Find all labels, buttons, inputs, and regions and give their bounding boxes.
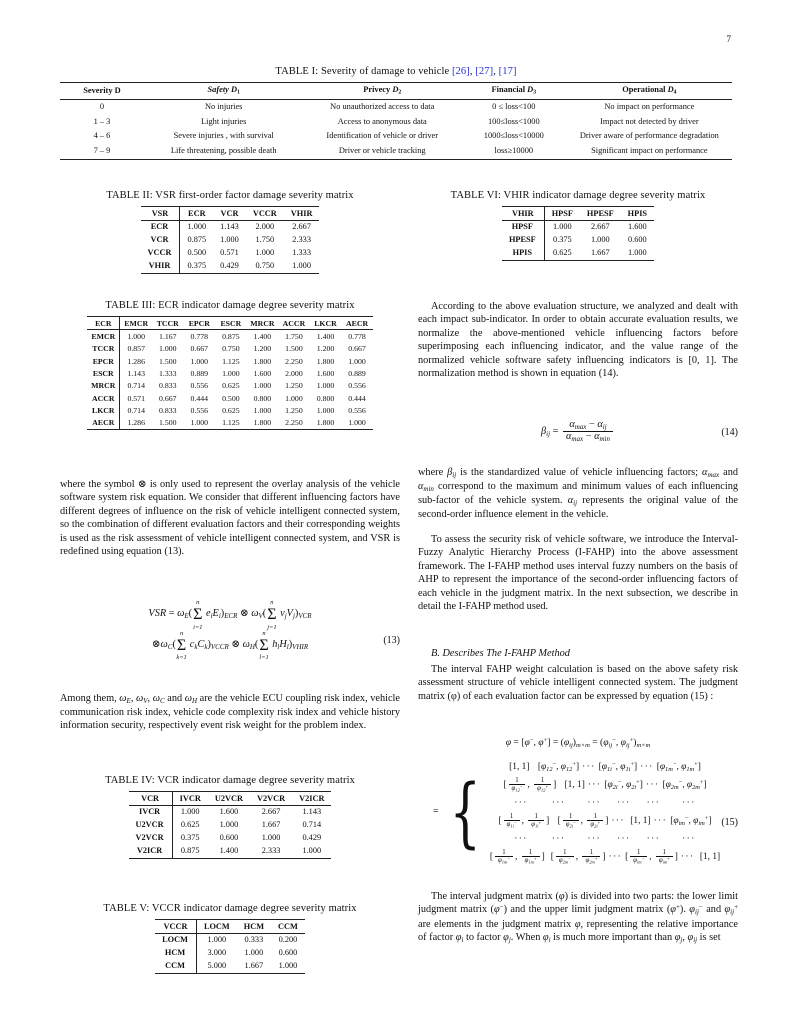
cell: 1.600 — [628, 222, 647, 232]
table-vsr-first-order-matrix — [141, 206, 320, 274]
table-1-caption: TABLE I: Severity of damage to vehicle [26], [27], [17] — [275, 66, 517, 77]
table-row — [87, 355, 373, 367]
left-para-where-block — [60, 478, 400, 558]
table-4-block — [60, 775, 400, 859]
cell: 1.000 — [244, 948, 264, 958]
table-1-col-severity: Severity D — [60, 83, 144, 100]
equation-13-line-2: $\otimes\omega_C$( n Σ k=1 $c_kC_k)_{VCCR}$ ⊗ $\omega_H$( n Σ l=1 $h_lH_l)_{VHIR}$ — [151, 629, 309, 662]
table-6-body — [502, 220, 654, 260]
cell: 1.600 — [253, 368, 272, 378]
table-2-caption: TABLE II: VSR first-order factor damage severity matrix — [106, 190, 354, 201]
paragraph-where-symbol: where the symbol ⊗ is only used to represent the overlay analysis of the vehicle software system risk equation. We consider that different influencing factors have different degrees of influence on the risk of vehicle intelligent connected system, so the combination of different evaluation factors and their corresponding weights is used as the risk assessment of vehicle intelligent connected system, and VSR is redefined using equation (13). — [60, 479, 400, 557]
cell: 1.000 — [552, 222, 572, 232]
row-label: HPSF — [502, 220, 544, 233]
equation-13-line-1: VSR = $\omega_E$( n Σ i=1 $e_iE_i)_{ECR}$ ⊗ $\omega_V$( n Σ j=1 $v_jV_j)_{VCR}$ — [148, 599, 312, 631]
row-label: LOCM — [155, 933, 196, 946]
cell: 3.000 — [207, 948, 227, 958]
row-label: CCM — [155, 960, 196, 973]
matrix-row: [ $\frac{1}{\varphi_{1m}^-}$ , $\frac{1}{\varphi_{1m}^+}$ ] [ $\frac{1}{\varphi_{2m}^-}$ , $\frac{1}{\varphi_{2m}^+}$ ] ··· [ $\frac{1}{\varphi_{im}^-}$ , $\frac{1}{\varphi_{im}^+}$ ] ··· [1, 1] — [489, 848, 721, 865]
cell: 0.875 — [187, 235, 207, 245]
cell: 0.500 — [187, 248, 207, 258]
right-para-according-block — [418, 300, 738, 380]
table-row — [502, 247, 654, 260]
cell: 0.556 — [348, 405, 366, 415]
row-label: IVCR — [129, 805, 173, 818]
table-3-col-tccr: TCCR — [152, 317, 184, 330]
right-para-where-beta-block — [418, 466, 738, 522]
citation-ref-17[interactable]: [17] — [498, 66, 517, 77]
cell: 1.000 — [271, 960, 305, 973]
cell: 0.571 — [127, 393, 145, 403]
cell: 2.333 — [292, 235, 311, 245]
equation-14 — [418, 420, 738, 444]
cell: 0.625 — [544, 247, 580, 260]
cell: 0.200 — [278, 935, 298, 945]
table-2-corner: VSR — [141, 207, 180, 221]
equation-13-number: (13) — [383, 635, 400, 646]
table-header-row — [141, 207, 320, 221]
cell: 0.778 — [348, 331, 366, 341]
cell: 1.750 — [255, 235, 275, 245]
matrix-rows — [487, 758, 723, 866]
cell: 2.250 — [285, 356, 303, 366]
paragraph-among-them: Among them, $\omega_E$, $\omega_V$, $\omega_C$ and $\omega_H$ are the vehicle ECU coupling risk index, vehicle communication risk index, vehicle code complexity risk index and vehicle history information security, respectively event risk weight for the problem index. — [60, 693, 400, 732]
cell: 1.000 — [158, 344, 177, 354]
table-row — [129, 819, 332, 832]
cell: 0.444 — [190, 393, 209, 403]
table-3-caption: TABLE III: ECR indicator damage degree severity matrix — [105, 300, 355, 311]
cell: Driver aware of performance degradation — [579, 131, 719, 141]
cell: 2.667 — [261, 807, 281, 817]
cell: 2.000 — [255, 222, 275, 232]
table-1-body — [60, 99, 732, 159]
cell: 1.000 — [127, 331, 145, 341]
table-row — [141, 260, 320, 273]
row-label: V2VCR — [129, 832, 173, 845]
table-3-block — [60, 300, 400, 430]
cell: 1.000 — [253, 381, 272, 391]
cell: 0.556 — [190, 381, 209, 391]
cell: 1.167 — [158, 331, 177, 341]
cell: 1.000 — [219, 820, 239, 830]
table-2-body — [141, 220, 320, 273]
cell: 1.000 — [207, 935, 227, 945]
cell: Significant impact on performance — [567, 144, 732, 159]
table-row — [60, 129, 732, 144]
table-3-corner: ECR — [87, 317, 120, 330]
right-para-divided-block — [418, 890, 738, 945]
cell: 1.667 — [580, 247, 621, 260]
row-label: ACCR — [87, 392, 120, 404]
row-label: LKCR — [87, 404, 120, 416]
table-1-col-financial: Financial D3 — [461, 83, 567, 100]
cell: 1.125 — [215, 417, 247, 430]
cell: 1.143 — [127, 368, 145, 378]
table-row — [141, 247, 320, 260]
table-5-body — [155, 933, 305, 973]
cell: 7 – 9 — [60, 144, 144, 159]
cell: 0.875 — [172, 845, 208, 858]
cell: 1.500 — [285, 344, 303, 354]
row-label: VCCR — [141, 247, 180, 260]
table-row — [87, 380, 373, 392]
table-3-col-lkcr: LKCR — [310, 317, 342, 330]
cell: 1.000 — [316, 381, 335, 391]
cell: 1.333 — [292, 248, 311, 258]
table-4-col-ivcr: IVCR — [172, 792, 208, 806]
cell: 1.667 — [237, 960, 271, 973]
cell: 0.800 — [253, 393, 272, 403]
cell: 0.429 — [302, 833, 322, 843]
table-row — [129, 832, 332, 845]
cell: 0 ≤ loss<100 — [492, 102, 536, 112]
table-6-col-hpis: HPIS — [621, 207, 654, 221]
cell: 1.600 — [316, 368, 335, 378]
row-label: HCM — [155, 947, 196, 960]
row-label: ECR — [141, 220, 180, 233]
cell: 1.143 — [220, 222, 239, 232]
cell: 1.000 — [285, 393, 303, 403]
cell: 0.667 — [158, 393, 177, 403]
row-label: U2VCR — [129, 819, 173, 832]
cell: 0.857 — [127, 344, 145, 354]
table-5-col-locm: LOCM — [196, 920, 236, 934]
matrix-row: [ $\frac{1}{\varphi_{1i}^-}$ , $\frac{1}{\varphi_{1i}^+}$ ] [ $\frac{1}{\varphi_{2i}^-}$ , $\frac{1}{\varphi_{2i}^+}$ ] ··· [1, 1] ··· [$\varphi_{im}^-$, $\varphi_{im}^+$] — [498, 812, 712, 829]
cell: Access to anonymous data — [337, 116, 427, 126]
cell: 1.400 — [208, 845, 250, 858]
table-4-caption: TABLE IV: VCR indicator damage degree severity matrix — [105, 775, 355, 786]
cell: 4 – 6 — [93, 131, 111, 141]
row-label: MRCR — [87, 380, 120, 392]
cell: loss≥10000 — [461, 144, 567, 159]
cell: 0.875 — [222, 331, 240, 341]
cell: 1.143 — [302, 807, 322, 817]
cell: 0.667 — [348, 344, 366, 354]
cell: 1.800 — [310, 417, 342, 430]
table-1-block — [60, 66, 732, 160]
cell: 1.000 — [190, 356, 209, 366]
table-6-col-hpesf: HPESF — [580, 207, 621, 221]
table-3-col-emcr: EMCR — [120, 317, 152, 330]
table-row — [87, 404, 373, 416]
table-header-row — [129, 792, 332, 806]
cell: 0.750 — [246, 260, 284, 273]
table-3-col-accr: ACCR — [278, 317, 310, 330]
cell: 1.800 — [247, 417, 279, 430]
cell: 1.000 — [621, 247, 654, 260]
table-row — [60, 115, 732, 130]
table-5-caption: TABLE V: VCCR indicator damage degree severity matrix — [103, 903, 357, 914]
cell: 2.667 — [590, 222, 610, 232]
table-1-col-safety: Safety D1 — [144, 83, 304, 100]
cell: Life threatening, possible death — [144, 144, 304, 159]
table-row — [87, 417, 373, 430]
cell: 1.800 — [316, 356, 335, 366]
cell: 1.500 — [158, 356, 177, 366]
cell: 0.833 — [158, 405, 177, 415]
cell: 0.500 — [222, 393, 240, 403]
cell: 1000≤loss<10000 — [483, 131, 544, 141]
cell: No unauthorized access to data — [330, 102, 435, 112]
table-ecr-indicator-matrix — [87, 316, 373, 430]
table-header-row — [502, 207, 654, 221]
cell: 0.714 — [127, 405, 145, 415]
cell: 0.556 — [348, 381, 366, 391]
cell: 1.600 — [219, 807, 239, 817]
page-number: 7 — [726, 34, 731, 44]
cell: 0.375 — [180, 260, 213, 273]
cell: 1.000 — [292, 845, 331, 858]
cell: Impact not detected by driver — [600, 116, 699, 126]
table-2-col-vcr: VCR — [213, 207, 246, 221]
cell: 100≤loss<1000 — [487, 116, 540, 126]
cell: Driver or vehicle tracking — [304, 144, 461, 159]
cell: 1.000 — [348, 356, 366, 366]
row-label: HPESF — [502, 234, 544, 247]
citation-ref-27[interactable]: [27] — [475, 66, 494, 77]
table-row — [129, 805, 332, 818]
subsection-heading-b: B. Describes The I-FAHP Method — [431, 648, 570, 659]
citation-ref-26[interactable]: [26] — [451, 66, 470, 77]
equation-15-matrix — [418, 758, 738, 866]
cell: 0.556 — [190, 405, 209, 415]
cell: 0.714 — [127, 381, 145, 391]
table-row — [141, 234, 320, 247]
cell: 0.778 — [190, 331, 209, 341]
cell: 0.889 — [348, 368, 366, 378]
cell: 0.600 — [219, 833, 239, 843]
table-3-col-aecr: AECR — [341, 317, 373, 330]
row-label: V2ICR — [129, 845, 173, 858]
cell: 0.600 — [628, 235, 647, 245]
table-4-corner: VCR — [129, 792, 173, 806]
table-5-corner: VCCR — [155, 920, 196, 934]
cell: 1.000 — [184, 417, 216, 430]
cell: 2.250 — [278, 417, 310, 430]
cell: 0.375 — [180, 833, 200, 843]
row-label: EMCR — [87, 330, 120, 343]
cell: 1.667 — [261, 820, 281, 830]
table-2-block — [60, 190, 400, 274]
cell: 0.625 — [222, 405, 240, 415]
paragraph-interval-judgment-matrix: The interval judgment matrix (φ) is divided into two parts: the lower limit judgment matrix (φ−) and the upper limit judgment matrix (φ+). $\varphi_{ij}^-$ and $\varphi_{ij}^+$ are elements in the judgment matrix φ, representing the relative importance of factor $\varphi_i$ to factor $\varphi_j$. When $\varphi_i$ is much more important than $\varphi_j$, $\varphi_{ij}$ is set — [418, 891, 739, 944]
paragraph-according-to: According to the above evaluation structure, we analyzed and dealt with each impact sub-indicator. In order to obtain accurate evaluation results, we normalize the above-mentioned vehicle influencing factors before superimposing each influencing indicator, and the value range of the normalized vehicle software safety influencing indicators is [0, 1]. The normalization method is shown in equation (14). — [418, 301, 738, 379]
equation-15-number: (15) — [721, 817, 738, 828]
cell: 0.889 — [190, 368, 209, 378]
matrix-row: [ $\frac{1}{\varphi_{12}^-}$ , $\frac{1}{\varphi_{12}^+}$ ] [1, 1] ··· [$\varphi_{2i}^-$, $\varphi_{2i}^+$] ··· [$\varphi_{2m}^-$, $\varphi_{2m}^+$] — [503, 776, 707, 792]
table-3-col-escr: ESCR — [215, 317, 247, 330]
table-6-corner: VHIR — [502, 207, 544, 221]
table-1-col-privecy: Privecy D2 — [304, 83, 461, 100]
equation-15 — [418, 737, 738, 866]
cell: 0.833 — [158, 381, 177, 391]
left-brace: { — [448, 767, 481, 857]
table-row — [155, 933, 305, 946]
equation-13-block — [60, 599, 400, 662]
matrix-row-ellipsis: ··· ··· ··· ··· ··· ··· — [514, 797, 696, 808]
equation-13 — [60, 599, 400, 662]
table-row — [60, 99, 732, 114]
cell: 1.250 — [285, 405, 303, 415]
table-1-col-operational: Operational D4 — [567, 83, 732, 100]
cell: 1.200 — [316, 344, 335, 354]
paragraph-where-beta: where $\beta_{ij}$ is the standardized value of vehicle influencing factors; $\alpha_{max}$ and $\alpha_{min}$ correspond to the maximum and minimum values of each influencing sub-factor of the vehicle system. $\alpha_{ij}$ represents the original value of the second-order influence element in the vehicle. — [418, 467, 739, 521]
row-label: TCCR — [87, 343, 120, 355]
table-vccr-indicator-matrix — [155, 919, 305, 974]
cell: No impact on performance — [604, 102, 695, 112]
cell: 0.571 — [220, 248, 239, 258]
table-row — [129, 845, 332, 858]
cell: 0.714 — [302, 820, 322, 830]
cell: 0.333 — [244, 935, 264, 945]
table-row — [60, 144, 732, 159]
cell: 0.600 — [278, 948, 298, 958]
cell: 1.400 — [253, 331, 272, 341]
row-label: VHIR — [141, 260, 180, 273]
cell: 1.000 — [341, 417, 373, 430]
paragraph-to-assess: To assess the security risk of vehicle software, we introduce the Interval-Fuzzy Analytic Hierarchy Process (I-FAHP) into the above assessment framework. The I-FAHP method uses interval fuzzy numbers on the basis of AHP to represent the importance of the second-order influencing factors of each vehicle in the judgment matrix. In the next subsection, we describe in detail the I-FAHP method used. — [418, 534, 738, 612]
left-para-among-block — [60, 692, 400, 733]
equation-14-body: $\beta_{ij}$ = $\frac{\alpha_{max} - \alpha_{ij}}{\alpha_{max} - \alpha_{min}}$ — [418, 420, 738, 444]
subsection-b-block — [418, 648, 738, 703]
cell: 1.250 — [285, 381, 303, 391]
table-4-col-u2vcr: U2VCR — [208, 792, 250, 806]
table-2-col-vhir: VHIR — [284, 207, 320, 221]
cell: 1.333 — [158, 368, 177, 378]
matrix-row-ellipsis: ··· ··· ··· ··· ··· ··· — [514, 834, 696, 844]
right-para-assess-block — [418, 533, 738, 613]
table-3-body — [87, 330, 373, 430]
cell: 0 — [99, 102, 105, 112]
table-row — [141, 220, 320, 233]
cell: 1.000 — [316, 405, 335, 415]
cell: 1.000 — [284, 260, 320, 273]
equals-sign: = — [432, 806, 439, 818]
table-row — [87, 330, 373, 343]
table-row — [87, 367, 373, 379]
table-6-block — [418, 190, 738, 261]
cell: 0.429 — [213, 260, 246, 273]
cell: 0.750 — [222, 344, 240, 354]
table-vhir-indicator-matrix — [502, 206, 654, 261]
row-label: VCR — [141, 234, 180, 247]
cell: 1.000 — [253, 405, 272, 415]
table-4-col-v2icr: V2ICR — [292, 792, 331, 806]
cell: 0.800 — [316, 393, 335, 403]
cell: 1.000 — [187, 222, 207, 232]
table-row — [502, 220, 654, 233]
row-label: HPIS — [502, 247, 544, 260]
cell: 1.286 — [127, 356, 145, 366]
equation-14-block — [418, 420, 738, 444]
equation-15-block — [418, 737, 738, 866]
row-label: EPCR — [87, 355, 120, 367]
matrix-row: [1, 1] [$\varphi_{12}^-$, $\varphi_{12}^+$] ··· [$\varphi_{1i}^-$, $\varphi_{1i}^+$] ··· [$\varphi_{1m}^-$, $\varphi_{1m}^+$] — [509, 761, 701, 773]
cell: Identification of vehicle or driver — [326, 131, 439, 141]
cell: 0.444 — [348, 393, 366, 403]
cell: 2.667 — [292, 222, 311, 232]
table-2-col-ecr: ECR — [180, 207, 213, 221]
table-row — [87, 343, 373, 355]
table-6-caption: TABLE VI: VHIR indicator damage degree severity matrix — [450, 190, 706, 201]
cell: 0.375 — [552, 235, 572, 245]
cell: Severe injuries , with survival — [173, 131, 274, 141]
table-header-row — [155, 920, 305, 934]
table-header-row — [87, 317, 373, 330]
table-3-col-epcr: EPCR — [184, 317, 216, 330]
cell: 2.333 — [250, 845, 292, 858]
cell: 1.000 — [222, 368, 240, 378]
cell: 1.125 — [222, 356, 240, 366]
table-4-body — [129, 805, 332, 858]
cell: 1.000 — [220, 235, 239, 245]
cell: 1.750 — [285, 331, 303, 341]
table-5-col-ccm: CCM — [271, 920, 305, 934]
table-header-row — [60, 83, 732, 100]
row-label: AECR — [87, 417, 120, 430]
cell: 1.286 — [120, 417, 152, 430]
table-2-col-vccr: VCCR — [246, 207, 284, 221]
cell: 1.000 — [590, 235, 610, 245]
table-row — [87, 392, 373, 404]
table-row — [155, 960, 305, 973]
cell: Light injuries — [201, 116, 247, 126]
cell: 0.625 — [180, 820, 200, 830]
cell: 1.000 — [180, 807, 200, 817]
table-4-col-v2vcr: V2VCR — [250, 792, 292, 806]
table-row — [502, 234, 654, 247]
cell: No injuries — [204, 102, 243, 112]
table-5-block — [60, 903, 400, 974]
equation-14-number: (14) — [721, 427, 738, 438]
row-label: ESCR — [87, 367, 120, 379]
table-5-col-hcm: HCM — [237, 920, 271, 934]
paragraph-interval-fahp: The interval FAHP weight calculation is based on the above safety risk assessment structure of vehicle intelligent connected system. The judgment matrix (φ) of each evaluation factor can be expressed by equation (15) : — [418, 664, 738, 702]
table-6-col-hpsf: HPSF — [544, 207, 580, 221]
cell: 1.000 — [261, 833, 281, 843]
cell: 1.500 — [152, 417, 184, 430]
table-3-col-mrcr: MRCR — [247, 317, 279, 330]
cell: 1.800 — [253, 356, 272, 366]
cell: 1.200 — [253, 344, 272, 354]
cell: 0.667 — [190, 344, 209, 354]
cell: 1.000 — [255, 248, 275, 258]
table-vcr-indicator-matrix — [129, 791, 332, 859]
equation-15-definition: φ = [φ−, $\varphi^+] = (\varphi_{ij})_{m\times m} = (\varphi_{ij}^-$, $\varphi_{ij}^+)_{m\times m}$ — [505, 737, 651, 749]
table-severity-of-damage — [60, 82, 732, 160]
cell: 1.400 — [316, 331, 335, 341]
cell: 1 – 3 — [93, 116, 111, 126]
cell: 5.000 — [196, 960, 236, 973]
cell: 2.000 — [285, 368, 303, 378]
cell: 0.625 — [222, 381, 240, 391]
table-row — [155, 947, 305, 960]
